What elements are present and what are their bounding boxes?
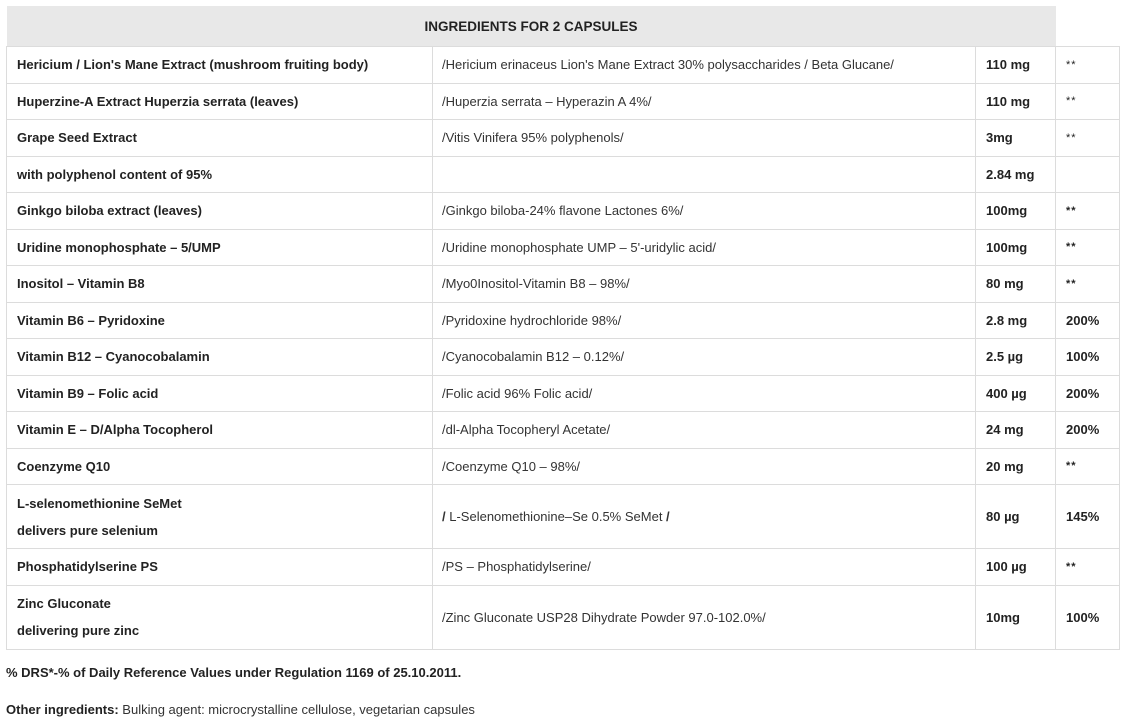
ingredient-source [433,156,976,193]
ingredient-amount: 110 mg [976,47,1056,84]
ingredient-amount: 100 µg [976,549,1056,586]
ingredient-amount: 100mg [976,193,1056,230]
other-ingredients [6,702,475,717]
table-row [7,412,1120,449]
ingredient-drv: 200% [1056,375,1120,412]
other-ingredients-text: Bulking agent: microcrystalline cellulose, vegetarian capsules [118,702,475,717]
ingredient-drv: ** [1056,120,1120,157]
ingredient-drv: ** [1056,47,1120,84]
ingredient-name-line: with polyphenol content of 95% [17,166,212,182]
ingredient-source: /Coenzyme Q10 – 98%/ [433,448,976,485]
ingredient-name [7,375,433,412]
table-row [7,193,1120,230]
ingredient-amount: 110 mg [976,83,1056,120]
ingredient-name-line: Hericium / Lion's Mane Extract (mushroom fruiting body) [17,57,369,73]
table-row [7,585,1120,649]
ingredients-table [6,6,1120,650]
ingredient-name-line: delivers pure selenium [17,522,158,538]
drv-footnote: % DRS*-% of Daily Reference Values under Regulation 1169 of 25.10.2011. [6,665,462,680]
table-title: INGREDIENTS FOR 2 CAPSULES [7,6,1056,47]
ingredient-name [7,229,433,266]
ingredient-name-line: Vitamin B9 – Folic acid [17,385,159,401]
ingredient-amount: 80 mg [976,266,1056,303]
header-spacer [1056,6,1120,47]
table-row [7,375,1120,412]
ingredient-amount: 10mg [976,585,1056,649]
ingredient-amount: 80 µg [976,485,1056,549]
ingredient-amount: 24 mg [976,412,1056,449]
ingredient-name [7,193,433,230]
table-row [7,120,1120,157]
ingredient-source: /Ginkgo biloba-24% flavone Lactones 6%/ [433,193,976,230]
table-body [7,47,1120,650]
ingredient-amount: 2.8 mg [976,302,1056,339]
ingredient-drv: 200% [1056,412,1120,449]
ingredient-drv: 100% [1056,585,1120,649]
ingredient-amount: 400 µg [976,375,1056,412]
ingredient-name-line: Uridine monophosphate – 5/UMP [17,239,221,255]
table-row [7,448,1120,485]
ingredient-source-part: L-Selenomethionine–Se 0.5% SeMet [445,509,667,524]
table-row [7,47,1120,84]
ingredient-source: /Myo0Inositol-Vitamin B8 – 98%/ [433,266,976,303]
ingredient-name [7,156,433,193]
table-row [7,302,1120,339]
ingredient-drv: ** [1056,83,1120,120]
table-row [7,156,1120,193]
ingredient-name [7,585,433,649]
ingredient-source: /Pyridoxine hydrochloride 98%/ [433,302,976,339]
ingredient-name-line: Ginkgo biloba extract (leaves) [17,203,202,219]
table-row [7,229,1120,266]
ingredient-name [7,47,433,84]
ingredient-source-part: / [442,509,446,524]
table-row [7,83,1120,120]
ingredient-amount: 100mg [976,229,1056,266]
ingredient-source: /Folic acid 96% Folic acid/ [433,375,976,412]
ingredient-amount: 2.84 mg [976,156,1056,193]
ingredient-source [433,485,976,549]
ingredient-drv: ** [1056,229,1120,266]
ingredient-name [7,266,433,303]
ingredient-source: /Cyanocobalamin B12 – 0.12%/ [433,339,976,376]
ingredient-amount: 20 mg [976,448,1056,485]
ingredient-name-line: Vitamin B6 – Pyridoxine [17,312,165,328]
ingredient-name-line: Grape Seed Extract [17,130,137,146]
ingredient-source: /dl-Alpha Tocopheryl Acetate/ [433,412,976,449]
ingredient-source: /Vitis Vinifera 95% polyphenols/ [433,120,976,157]
ingredient-drv: 200% [1056,302,1120,339]
ingredient-source: /Zinc Gluconate USP28 Dihydrate Powder 97.0-102.0%/ [433,585,976,649]
ingredient-name [7,412,433,449]
ingredient-source: /PS – Phosphatidylserine/ [433,549,976,586]
ingredient-name [7,448,433,485]
ingredient-name-line: Huperzine-A Extract Huperzia serrata (leaves) [17,93,299,109]
ingredient-name-line: Vitamin E – D/Alpha Tocopherol [17,422,213,438]
table-row [7,485,1120,549]
ingredient-drv: 145% [1056,485,1120,549]
ingredient-amount: 2.5 µg [976,339,1056,376]
ingredient-drv: ** [1056,266,1120,303]
ingredient-name [7,302,433,339]
ingredient-name-line: Coenzyme Q10 [17,458,111,474]
ingredient-drv [1056,156,1120,193]
ingredient-name-line: Phosphatidylserine PS [17,559,158,575]
ingredient-drv: ** [1056,193,1120,230]
ingredient-drv: 100% [1056,339,1120,376]
table-row [7,266,1120,303]
ingredient-name-line: Vitamin B12 – Cyanocobalamin [17,349,210,365]
ingredient-amount: 3mg [976,120,1056,157]
table-row [7,549,1120,586]
ingredient-name-line: Zinc Gluconate [17,596,111,611]
ingredient-name [7,549,433,586]
ingredient-name [7,485,433,549]
ingredient-name-line: Inositol – Vitamin B8 [17,276,145,292]
ingredient-name-line: delivering pure zinc [17,623,140,638]
ingredient-name [7,120,433,157]
ingredient-source: /Uridine monophosphate UMP – 5'-uridylic acid/ [433,229,976,266]
ingredient-name [7,83,433,120]
ingredient-name [7,339,433,376]
ingredient-name-line: L-selenomethionine SeMet [17,495,182,511]
table-header-row [7,6,1120,47]
ingredient-drv: ** [1056,549,1120,586]
table-row [7,339,1120,376]
ingredient-source: /Hericium erinaceus Lion's Mane Extract 30% polysaccharides / Beta Glucane/ [433,47,976,84]
ingredient-source: /Huperzia serrata – Hyperazin A 4%/ [433,83,976,120]
ingredient-drv: ** [1056,448,1120,485]
ingredient-source-part: / [666,509,670,524]
other-ingredients-label: Other ingredients: [6,702,119,717]
